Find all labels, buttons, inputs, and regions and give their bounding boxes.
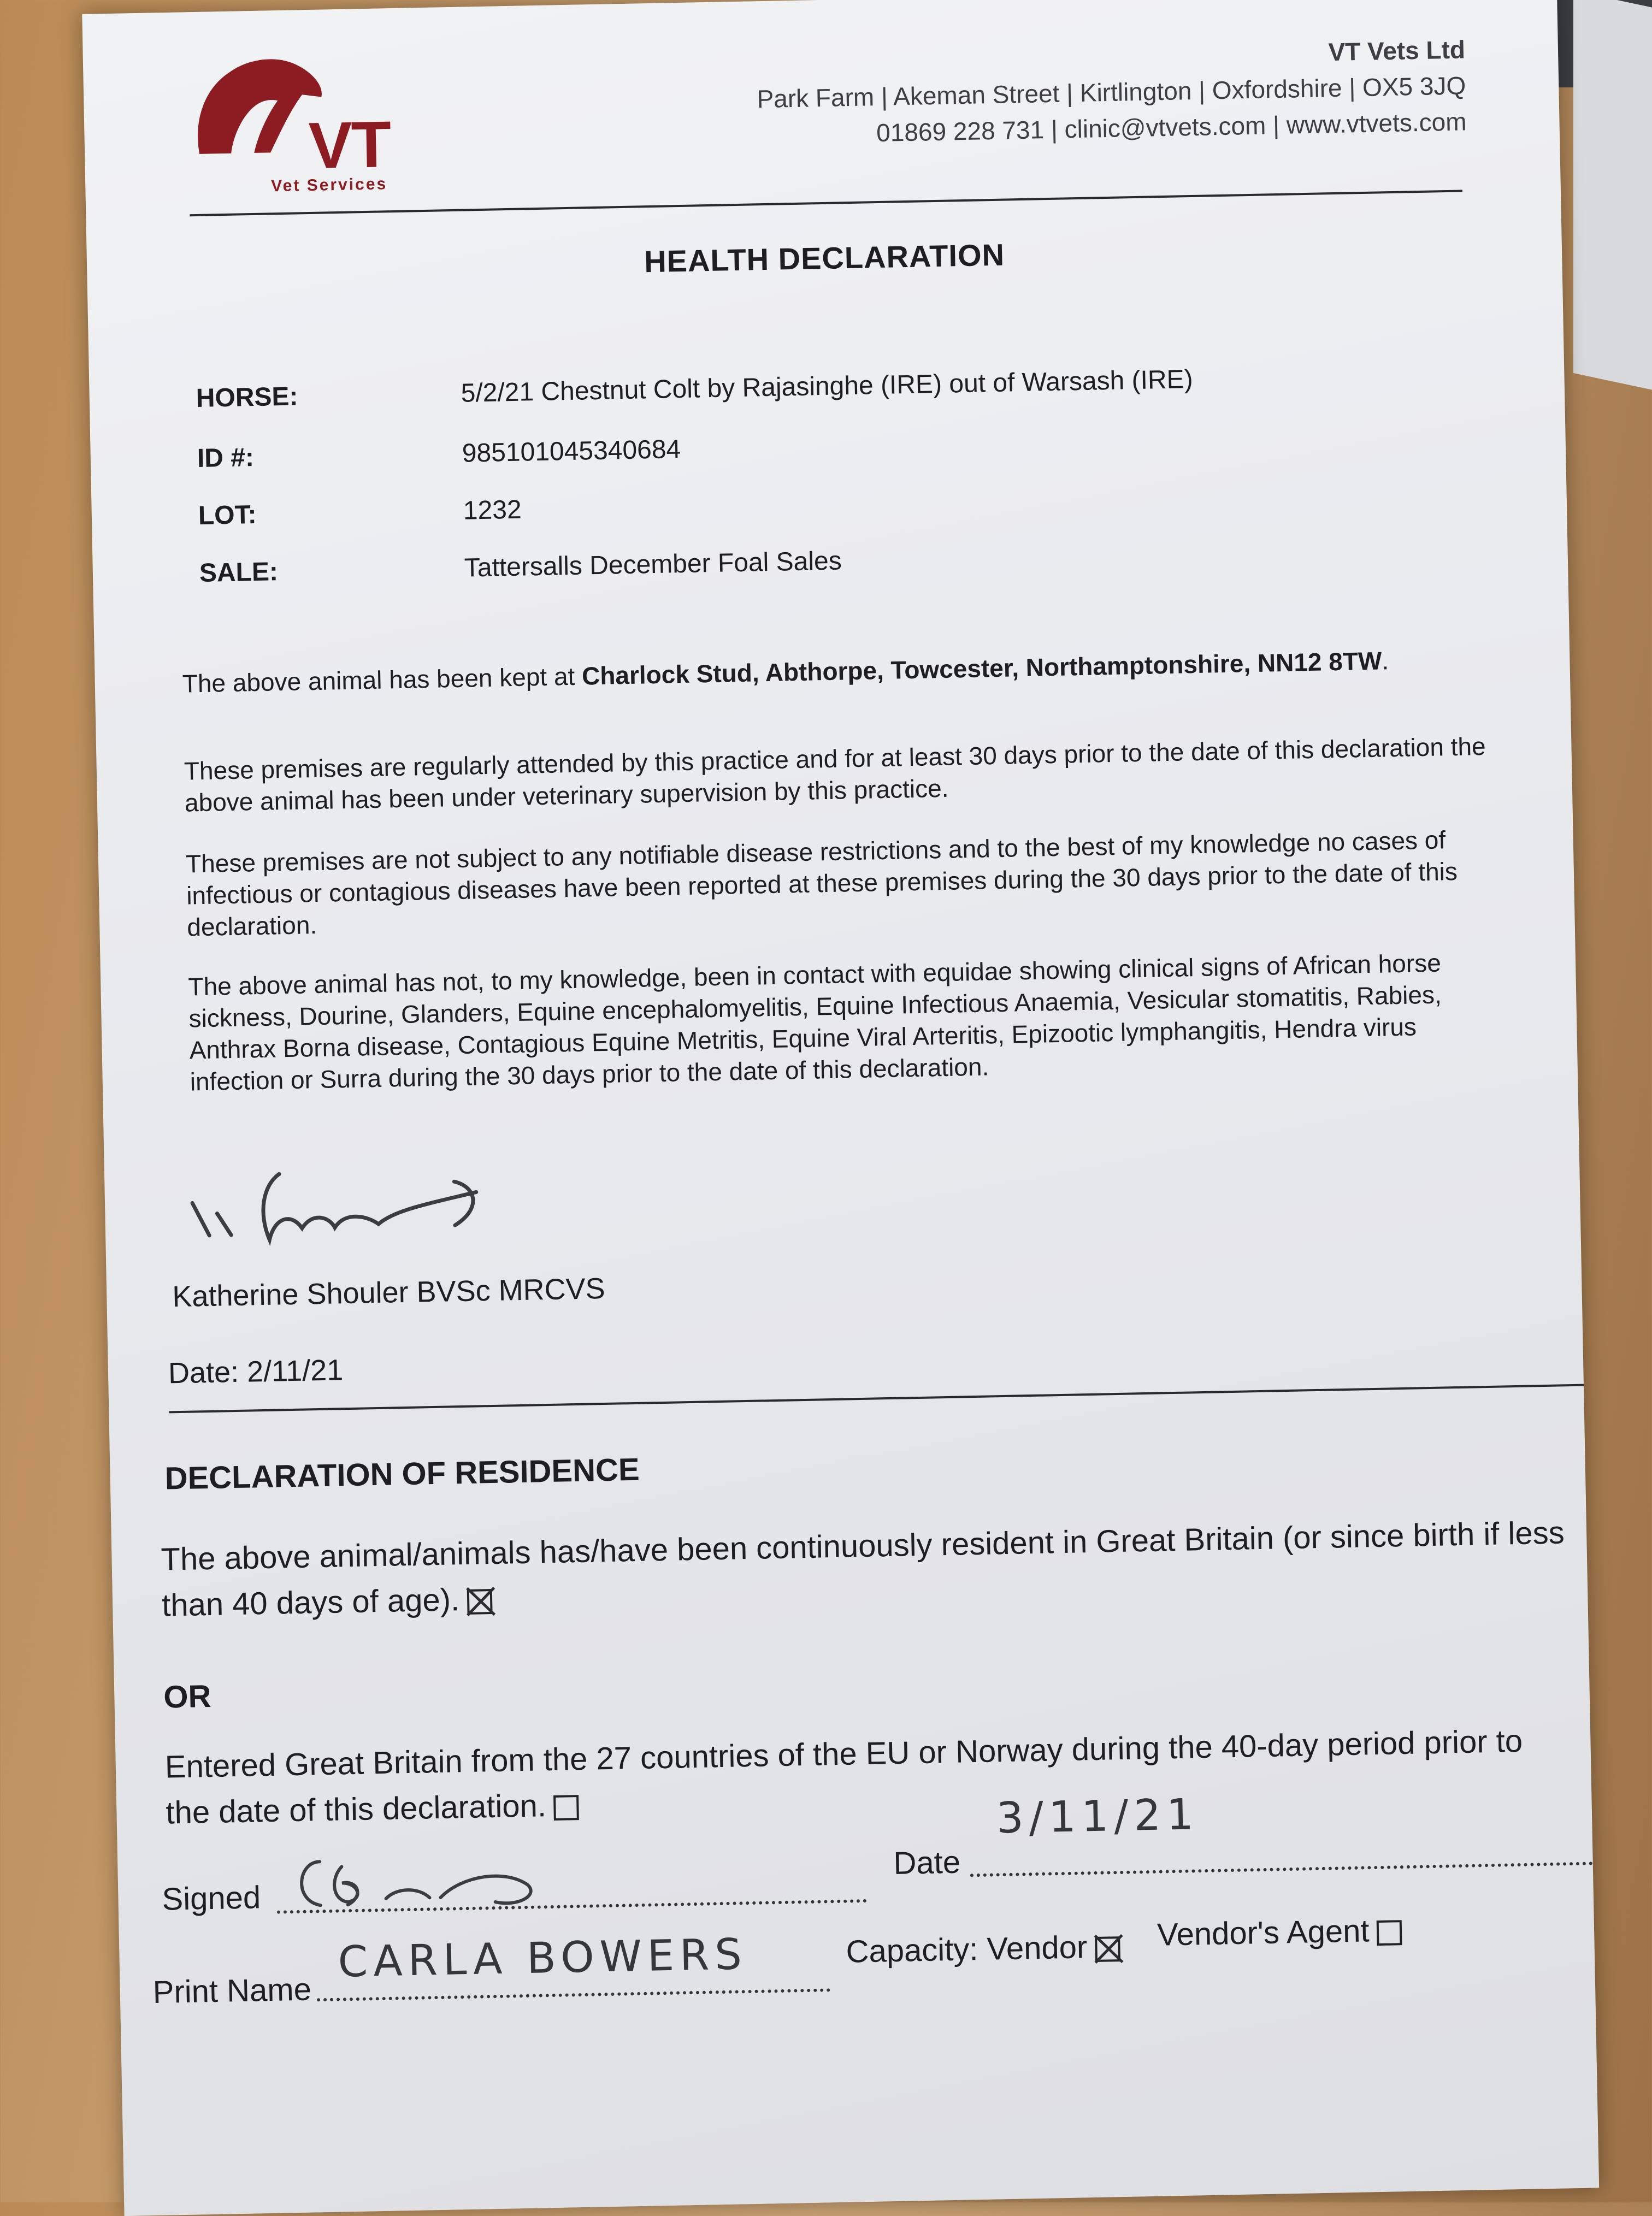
vendor-signature bbox=[276, 1840, 605, 1922]
section-divider bbox=[169, 1382, 1599, 1414]
print-name-label: Print Name bbox=[152, 1971, 312, 2011]
vet-date: Date: 2/11/21 bbox=[168, 1354, 344, 1390]
residence-option-2-checkbox[interactable] bbox=[553, 1795, 579, 1821]
paragraph-premises-suffix: . bbox=[1381, 646, 1389, 675]
company-address: Park Farm | Akeman Street | Kirtlington | Oxfordshire | OX5 3JQ bbox=[757, 71, 1466, 114]
capacity-vendor-text: Capacity: Vendor bbox=[845, 1929, 1088, 1970]
residence-option-1 bbox=[161, 1510, 1572, 1628]
document-page bbox=[82, 0, 1599, 2216]
logo-subtitle: Vet Services bbox=[271, 175, 388, 196]
paragraph-premises-prefix: The above animal has been kept at bbox=[182, 661, 582, 698]
company-contact: 01869 228 731 | clinic@vtvets.com | www.vtvets.com bbox=[876, 107, 1467, 147]
residence-option-2-text: Entered Great Britain from the 27 countries of the EU or Norway during the 40-day period prior to the date of this declaration. bbox=[164, 1723, 1523, 1831]
paragraph-supervision: These premises are regularly attended by this practice and for at least 30 days prior to the date of this declaration the above animal has been under veterinary supervision by this practice. bbox=[184, 731, 1486, 817]
vet-signature bbox=[169, 1147, 554, 1263]
residence-option-1-checkbox[interactable] bbox=[467, 1589, 493, 1615]
date-label: Date bbox=[893, 1844, 961, 1882]
field-value-sale: Tattersalls December Foal Sales bbox=[464, 546, 842, 583]
company-name: VT Vets Ltd bbox=[1328, 35, 1466, 67]
capacity-agent-label bbox=[1157, 1912, 1402, 1953]
paragraph-premises bbox=[182, 643, 1494, 700]
print-name-value: CARLA BOWERS bbox=[337, 1930, 748, 1987]
capacity-agent-text: Vendor's Agent bbox=[1157, 1913, 1370, 1953]
capacity-vendor-label bbox=[846, 1928, 1120, 1970]
field-label-horse: HORSE: bbox=[196, 382, 298, 413]
capacity-agent-checkbox[interactable] bbox=[1377, 1920, 1402, 1946]
paragraph-restrictions: These premises are not subject to any notifiable disease restrictions and to the best of my knowledge no cases of infectious or contagious diseases have been reported at these premises during the 30 days prior to the date of this declaration. bbox=[185, 825, 1458, 942]
or-label: OR bbox=[163, 1678, 212, 1715]
date-value: 3/11/21 bbox=[996, 1790, 1200, 1843]
field-label-lot: LOT: bbox=[198, 500, 257, 530]
signed-label: Signed bbox=[161, 1880, 261, 1917]
print-name-line[interactable] bbox=[317, 1988, 830, 2001]
capacity-vendor-checkbox[interactable] bbox=[1095, 1936, 1120, 1962]
company-logo bbox=[187, 46, 419, 203]
field-value-id: 985101045340684 bbox=[462, 435, 681, 468]
background-sheet bbox=[1573, 0, 1652, 392]
field-value-lot: 1232 bbox=[463, 495, 522, 525]
residence-option-1-text: The above animal/animals has/have been continuously resident in Great Britain (or since birth if less than 40 days of age). bbox=[160, 1515, 1565, 1623]
logo-text: VT bbox=[308, 108, 391, 182]
premises-address: Charlock Stud, Abthorpe, Towcester, Northamptonshire, NN12 8TW bbox=[581, 646, 1382, 690]
residence-title: DECLARATION OF RESIDENCE bbox=[164, 1451, 640, 1497]
company-info bbox=[756, 31, 1467, 153]
paragraph-contact: The above animal has not, to my knowledge, been in contact with equidae showing clinical signs of African horse sickness, Dourine, Glanders, Equine encephalomyelitis, Equine Infectious Anaemia, Vesicular stomatitis, Rabies, Anthrax Borna disease, Contagious Equine Metritis, Equine Viral Arteritis, Epizootic lymphangitis, Hendra virus infection or Surra during the 30 days prior to the date of this declaration. bbox=[187, 948, 1442, 1096]
document-title: HEALTH DECLARATION bbox=[644, 237, 1005, 279]
field-value-horse: 5/2/21 Chestnut Colt by Rajasinghe (IRE) out of Warsash (IRE) bbox=[461, 365, 1194, 408]
residence-option-2 bbox=[164, 1717, 1576, 1836]
date-line[interactable] bbox=[970, 1862, 1593, 1877]
field-label-sale: SALE: bbox=[199, 557, 279, 588]
field-label-id: ID #: bbox=[197, 443, 255, 474]
vet-name: Katherine Shouler BVSc MRCVS bbox=[172, 1272, 606, 1314]
